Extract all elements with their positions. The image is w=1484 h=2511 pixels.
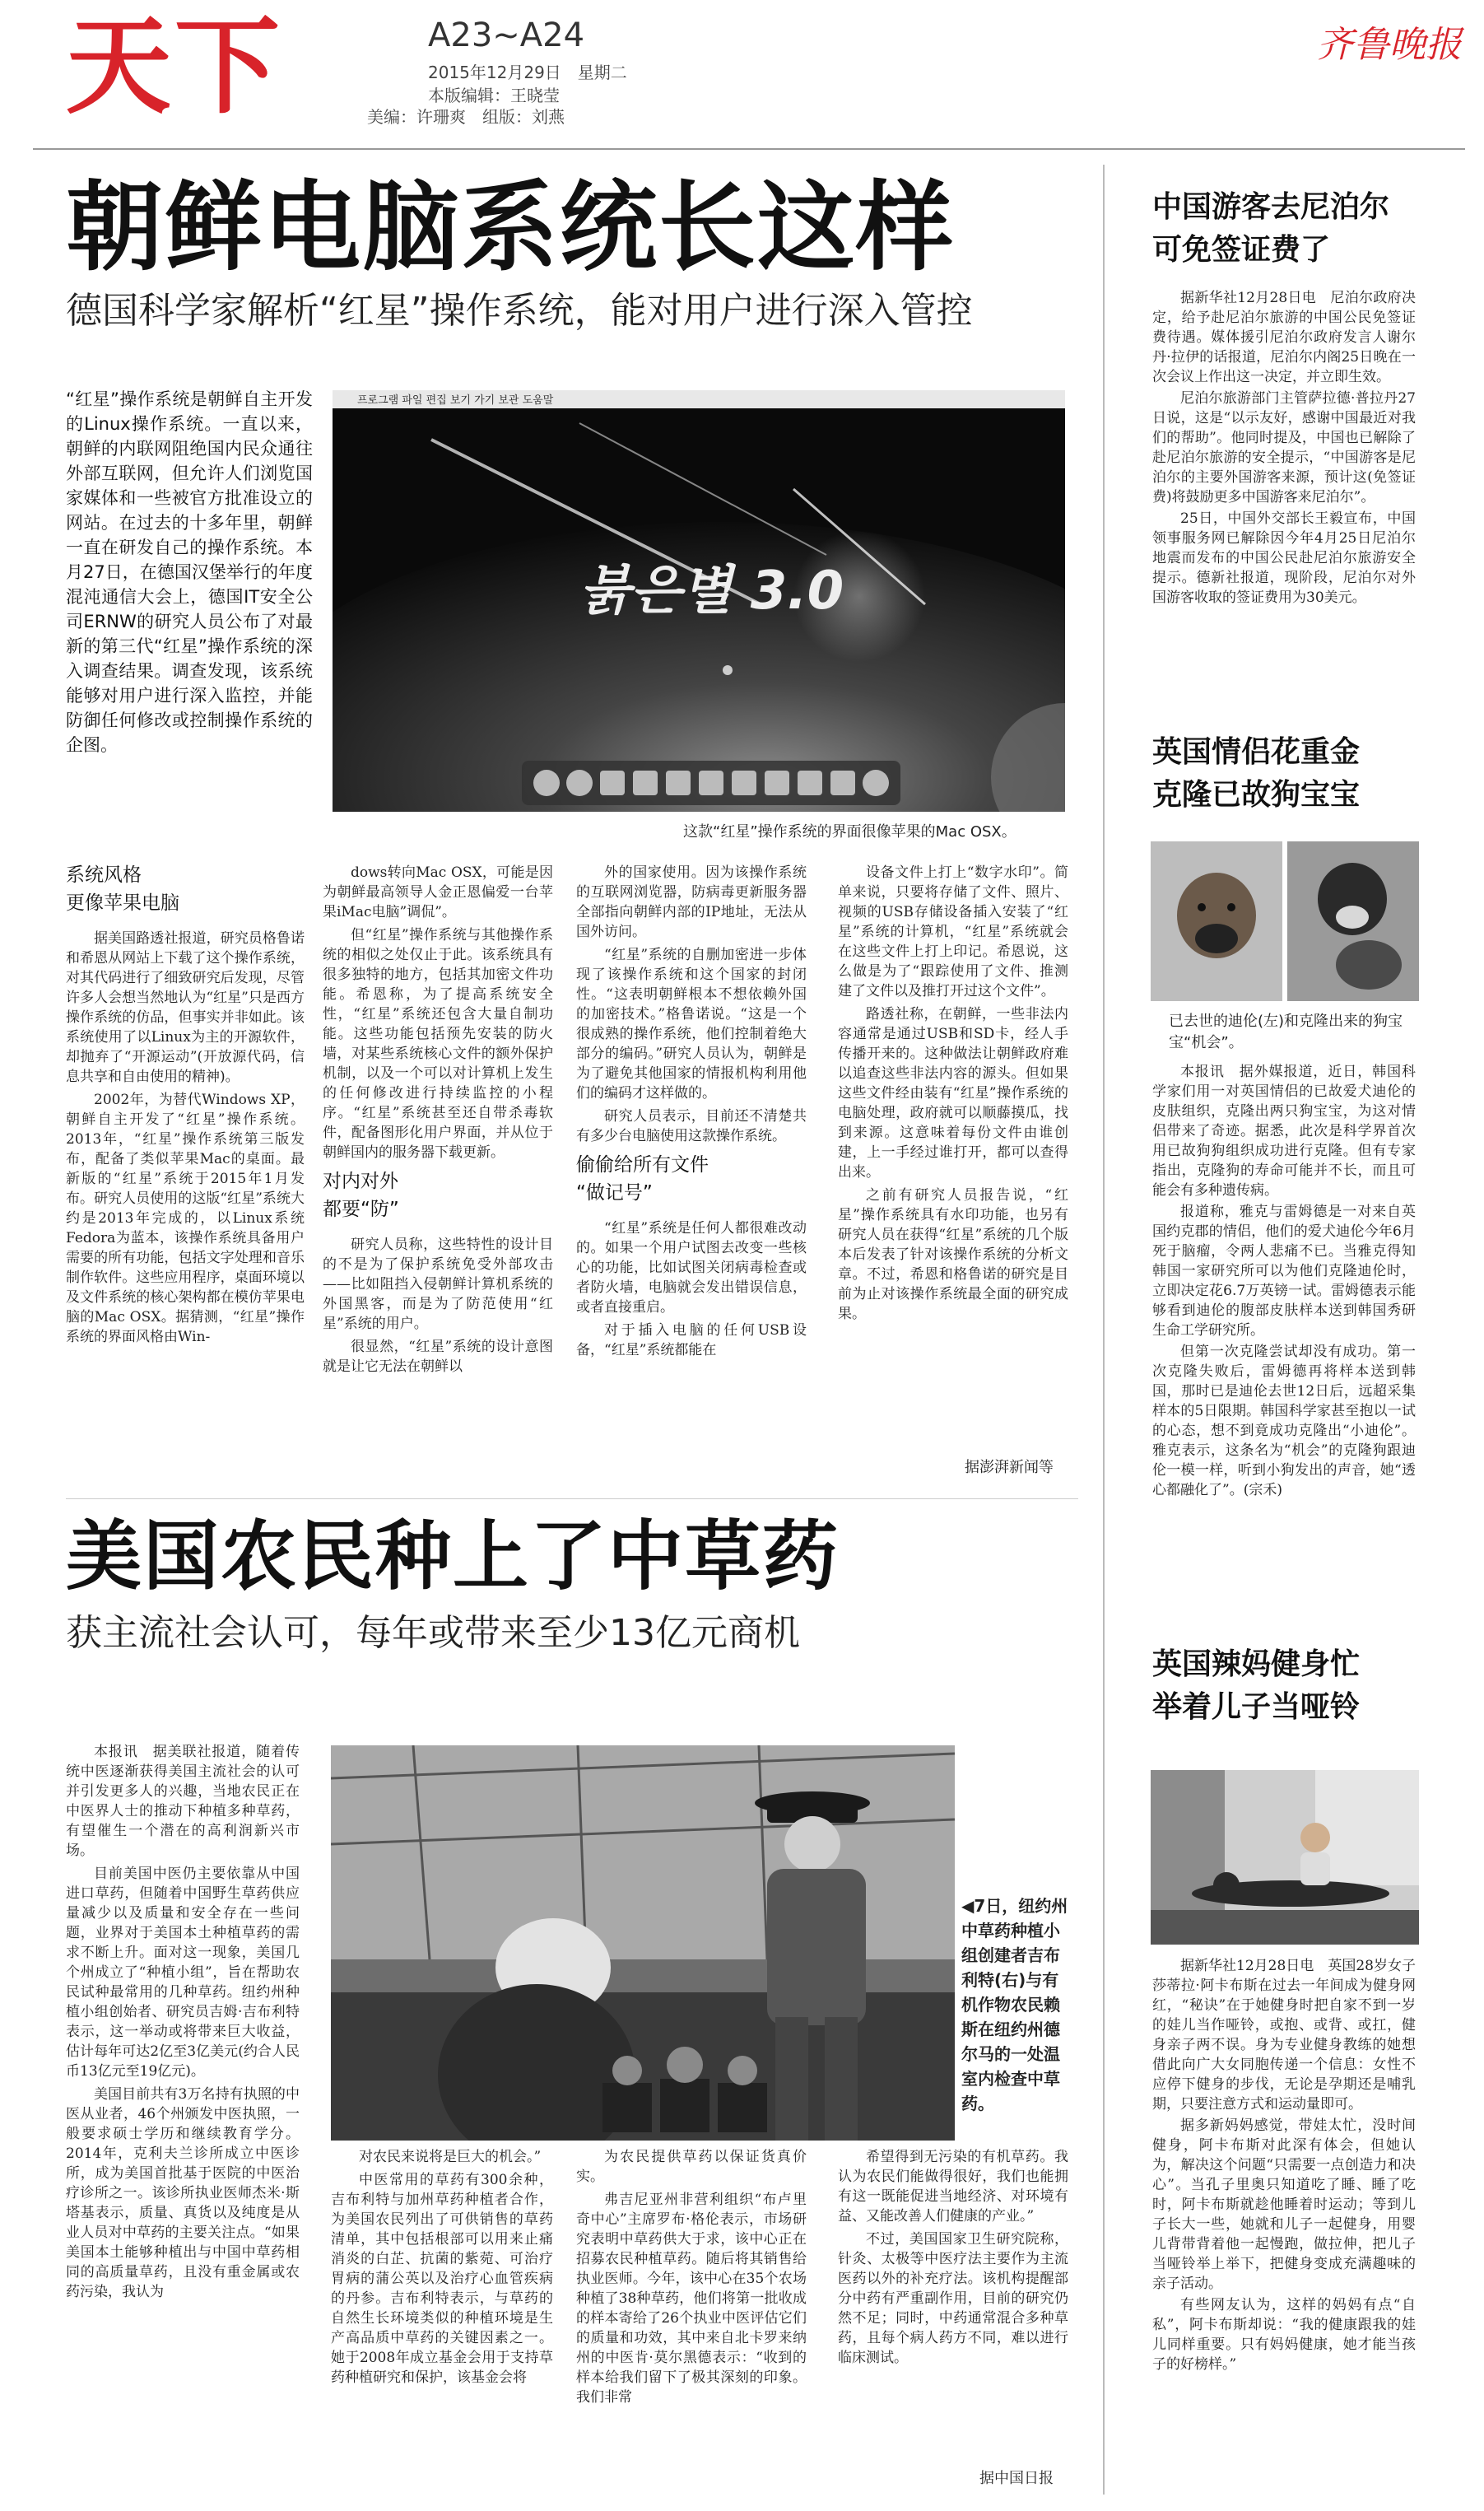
paragraph: 研究人员称，这些特性的设计目的不是为了保护系统免受外部攻击——比如阻挡入侵朝鲜计算机系统的外国黑客，而是为了防范使用“红星”系统的用户。 [323, 1237, 553, 1332]
article1-column-3 [576, 863, 807, 1482]
paragraph: 不过，美国国家卫生研究院称，针灸、太极等中医疗法主要作为主流医药以外的补充疗法。该机构提醒部分中药有严重副作用，目前的研究仍然不足；同时，中药通常混合多种草药，且每个病人药方不同，难以进行临床测试。 [838, 2231, 1068, 2366]
designer-credit: 美编：许珊爽 组版：刘燕 [367, 107, 565, 127]
sidebar-story1-title: 中国游客去尼泊尔 可免签证费了 [1152, 190, 1390, 267]
paragraph: 路透社称，在朝鲜，一些非法内容通常是通过USB和SD卡，经人手传播开来的。这种做法让朝鲜政府难以追查这些非法内容的源头。但如果这些文件经由装有“红星”操作系统的电脑处理，政府就可以顺藤摸瓜，找到来源。这意味着每份文件由谁创建，上一手经过谁打开，都可以查得出来。 [838, 1006, 1068, 1181]
paragraph: 本报讯 据外媒报道，近日，韩国科学家们用一对英国情侣的已故爱犬迪伦的皮肤组织，克隆出两只狗宝宝，为这对情侣带来了奇迹。据悉，此次是科学界首次用已故狗狗组织成功进行克隆。但有专家指出，克隆狗的寿命可能并不长，而且可能会有多种遗传病。 [1152, 1064, 1416, 1199]
paragraph: 目前美国中医仍主要依靠从中国进口草药，但随着中国野生草药供应量减少以及质量和安全存在一些问题，业界对于美国本土种植草药的需求不断上升。面对这一现象，美国几个州成立了“种植小组”，旨在帮助农民试种最常用的几种草药。纽约州种植小组创始者、研究员吉姆·吉布利特表示，这一举动或将带来巨大收益，估计每年可达2亿至3亿美元(约合人民币13亿元至19亿元)。 [66, 1866, 300, 2080]
cloned-dogs-caption: 已去世的迪伦(左)和克隆出来的狗宝宝“机会”。 [1169, 1013, 1403, 1051]
paragraph: 据新华社12月28日电 英国28岁女子莎蒂拉·阿卡布斯在过去一年间成为健身网红，“秘诀”在于她健身时把自家不到一岁的娃儿当作哑铃，或抱、或背、或扛，健身亲子两不误。身为专业健身教练的她想借此向广大女同胞传递一个信息：女性不应停下健身的步伐，无论是孕期还是哺乳期，只要注意方式和运动量即可。 [1152, 1958, 1416, 2113]
paragraph: 对农民来说将是巨大的机会。” [359, 2149, 542, 2165]
screen-os-logo: 붉은별 3.0 [579, 561, 844, 622]
sidebar-story2-body [1152, 1062, 1416, 1661]
article2-column-3 [576, 2147, 807, 2491]
section-heading: 系统风格 更像苹果电脑 [66, 864, 179, 914]
article2-column-4 [838, 2147, 1068, 2460]
fitness-mom-photo [1151, 1770, 1419, 1945]
paragraph: 但第一次克隆尝试却没有成功。第一次克隆失败后，雷姆德再将样本送到韩国，那时已是迪伦去世12日后，远超采集样本的5日限期。韩国科学家甚至抱以一试的心态，想不到竟成功克隆出“小迪伦”。雅克表示，这条名为“机会”的克隆狗跟迪伦一模一样，听到小狗发出的声音，她“透心都融化了”。(宗禾) [1152, 1344, 1416, 1498]
paragraph: 据美国路透社报道，研究员格鲁诺和希恩从网站上下载了这个操作系统，对其代码进行了细致研究后发现，尽管许多人会想当然地认为“红星”只是西方操作系统的仿品，但事实并非如此。该系统使用了以Linux为主的开源软件，却抛弃了“开源运动”(开放源代码，信息共享和自由使用的精神)。 [66, 930, 305, 1085]
paragraph: 本报讯 据美联社报道，随着传统中医逐渐获得美国主流社会的认可并引发更多人的兴趣，当地农民正在中医界人士的推动下种植多种草药，有望催生一个潜在的高利润新兴市场。 [66, 1744, 300, 1859]
paragraph: 希望得到无污染的有机草药。我认为农民们能做得很好，我们也能拥有这一既能促进当地经济、对环境有益、又能改善人们健康的产业。” [838, 2149, 1068, 2224]
article2-headline: 美国农民种上了中草药 [66, 1512, 840, 1600]
paragraph: 设备文件上打上“数字水印”。简单来说，只要将存储了文件、照片、视频的USB存储设备插入安装了“红星”系统的计算机，“红星”系统就会在这些文件上打上印记。希恩说，这么做是为了“跟踪使用了文件、推测建了文件以及推打开过这个文件”。 [838, 864, 1068, 999]
section-heading: 偷偷给所有文件 “做记号” [576, 1154, 709, 1204]
masthead-rule [33, 148, 1465, 150]
paragraph: 25日，中国外交部长王毅宣布，中国领事服务网已解除因今年4月25日尼泊尔地震而发布的中国公民赴尼泊尔旅游安全提示。德新社报道，现阶段，尼泊尔对外国游客收取的签证费用为30美元。 [1152, 510, 1416, 606]
greenhouse-herbs-image [331, 1745, 955, 2141]
article1-credit: 据澎湃新闻等 [965, 1459, 1054, 1476]
paragraph: 弗吉尼亚州非营利组织“布卢里奇中心”主席罗布·格伦表示，市场研究表明中草药供大于求，该中心正在招募农民种植草药。随后将其销售给执业医师。今年，该中心在35个农场种植了38种草药，他们将第一批收成的样本寄给了26个执业中医评估它们的质量和功效，其中来自北卡罗来纳州的中医肯·莫尔黑德表示：“收到的样本给我们留下了极其深刻的印象。我们非常 [576, 2192, 807, 2406]
paragraph: 研究人员表示，目前还不清楚共有多少台电脑使用这款操作系统。 [576, 1108, 807, 1144]
paragraph: 外的国家使用。因为该操作系统的互联网浏览器，防病毒更新服务器全部指向朝鲜内部的IP地址，无法从国外访问。 [576, 864, 807, 940]
paragraph: 很显然，“红星”系统的设计意图就是让它无法在朝鲜以 [323, 1339, 553, 1375]
paragraph: “红星”系统的自删加密进一步体现了该操作系统和这个国家的封闭性。“这表明朝鲜根本不想依赖外国的加密技术。”格鲁诺说。“这是一个很成熟的操作系统，他们控制着绝大部分的编码。”研究人员认为，朝鲜是为了避免其他国家的情报机构利用他们的编码才这样做的。 [576, 947, 807, 1102]
column-divider [1103, 165, 1105, 2495]
article1-column-4 [838, 863, 1068, 1449]
sidebar-story2-title: 英国情侣花重金 克隆已故狗宝宝 [1152, 735, 1361, 812]
paragraph: “红星”系统是任何人都很难改动的。如果一个用户试图去改变一些核心的功能，比如试图关闭病毒检查或者防火墙，电脑就会发出错误信息，或者直接重启。 [576, 1220, 807, 1316]
article1-photo-caption: 这款“红星”操作系统的界面很像苹果的Mac OSX。 [683, 823, 1016, 841]
issue-date: 2015年12月29日 星期二 [428, 63, 627, 82]
article1-photo [333, 390, 1065, 812]
dogs-image [1151, 841, 1419, 1001]
paragraph: 2002年，为替代Windows XP，朝鲜自主开发了“红星”操作系统。2013年，“红星”操作系统第三版发布，配备了类似苹果Mac的桌面。最新版的“红星”系统于2015年1月发布。研究人员使用的这版“红星”系统大约是2013年完成的，以Linux系统Fedora为蓝本，该操作系统具备用户需要的所有功能，包括文字处理和音乐制作软件。这些应用程序，桌面环境以及文件系统的核心架构都在模仿苹果电脑的Mac OSX。据猜测，“红星”操作系统的界面风格由Win- [66, 1092, 305, 1345]
fitness-image [1151, 1770, 1419, 1945]
editor-credit: 本版编辑：王晓莹 [428, 86, 560, 105]
cloned-dogs-photo [1151, 841, 1419, 1001]
screen-menu-text: 프로그램 파일 편집 보기 가기 보관 도움말 [357, 394, 554, 407]
article2-photo-caption: ◀7日，纽约州中草药种植小组创建者吉布利特(右)与有机作物农民赖斯在纽约州德尔马的一处温室内检查中草药。 [961, 1896, 1068, 2113]
paragraph: 之前有研究人员报告说，“红星”操作系统具有水印功能，也另有研究人员在获得“红星”系统的几个版本后发表了针对该操作系统的分析文章。不过，希恩和格鲁诺的研究是目前为止对该操作系统最全面的研究成果。 [838, 1187, 1068, 1322]
article2-subhead: 获主流社会认可，每年或带来至少13亿元商机 [66, 1612, 800, 1654]
article2-column-2 [331, 2147, 553, 2491]
paragraph: 尼泊尔旅游部门主管萨拉德·普拉丹27日说，这是“以示友好，感谢中国最近对我们的帮助”。他同时提及，中国也已解除了赴尼泊尔旅游的安全提示，“中国游客是尼泊尔的主要外国游客来源，预计这(免签证费)将鼓励更多中国游客来尼泊尔”。 [1152, 390, 1416, 505]
article1-column-1 [66, 856, 305, 1482]
article1-subhead: 德国科学家解析“红星”操作系统，能对用户进行深入管控 [66, 290, 973, 332]
paragraph: 但“红星”操作系统与其他操作系统的相似之处仅止于此。该系统具有很多独特的地方，包括其加密文件功能。希恩称，为了提高系统安全性，“红星”系统还包含大量自制功能。这些功能包括预先安装的防火墙，对某些系统核心文件的额外保护机制，以及一个可以对计算机上发生的任何修改进行持续监控的小程序。“红星”系统甚至还自带杀毒软件，配备图形化用户界面，并从位于朝鲜国内的服务器下载更新。 [323, 927, 553, 1161]
section-heading: 对内对外 都要“防” [323, 1171, 399, 1220]
paragraph: 有些网友认为，这样的妈妈有点“自私”，阿卡布斯却说：“我的健康跟我的娃儿同样重要。只有妈妈健康，她才能当孩子的好榜样。” [1152, 2297, 1416, 2373]
paragraph: 中医常用的草药有300余种，吉布利特与加州草药种植者合作，为美国农民列出了可供销售的草药清单，其中包括根部可以用来止痛消炎的白芷、抗菌的紫菀、可治疗胃病的蒲公英以及治疗心血管疾病的丹参。吉布利特表示，与草药的自然生长环境类似的种植环境是生产高品质中草药的关键因素之一。她于2008年成立基金会用于支持草药种植研究和保护，该基金会将 [331, 2172, 553, 2386]
article2-column-1 [66, 1742, 300, 2491]
article2-credit: 据中国日报 [979, 2470, 1054, 2487]
paragraph: 据新华社12月28日电 尼泊尔政府决定，给予赴尼泊尔旅游的中国公民免签证费待遇。媒体援引尼泊尔政府发言人谢尔丹·拉伊的话报道，尼泊尔内阁25日晚在一次会议上作出这一决定，并立即生效。 [1152, 290, 1416, 385]
paragraph: 据多新妈妈感觉，带娃太忙，没时间健身，阿卡布斯对此深有体会，但她认为，解决这个问题“只需要一点创造力和决心”。当孔子里奥只知道吃了睡、睡了吃时，阿卡布斯就趁他睡着时运动；等到儿子长大一些，她就和儿子一起健身，用婴儿背带背着他一起慢跑，做拉伸，把儿子当哑铃举上举下，把健身变成充满趣味的亲子活动。 [1152, 2117, 1416, 2292]
article1-column-2 [323, 863, 553, 1482]
sidebar-story3-body [1152, 1956, 1416, 2491]
page-range: A23~A24 [428, 16, 585, 54]
paragraph: 美国目前共有3万名持有执照的中医从业者，46个州颁发中医执照，一般要求硕士学历和继续教育学分。2014年，克利夫兰诊所成立中医诊所，成为美国首批基于医院的中医治疗诊所之一。该诊所执业医师杰米·斯塔基表示，质量、真货以及纯度是从业人员对中草药的主要关注点。“如果美国本土能够种植出与中国中草药相同的高质量草药，且没有重金属或农药污染，我认为 [66, 2086, 300, 2300]
paragraph: 对于插入电脑的任何USB设备，“红星”系统都能在 [576, 1322, 807, 1358]
sidebar-story1-body [1152, 288, 1416, 700]
section-logo: 天下 [66, 6, 284, 128]
article2-photo [331, 1745, 955, 2141]
paragraph: dows转向Mac OSX，可能是因为朝鲜最高领导人金正恩偏爱一台苹果iMac电脑”调侃”。 [323, 864, 553, 920]
article-separator [66, 1498, 1078, 1499]
sidebar-story3-title: 英国辣妈健身忙 举着儿子当哑铃 [1152, 1647, 1361, 1724]
paragraph: 为农民提供草药以保证货真价实。 [576, 2149, 807, 2185]
article1-headline: 朝鲜电脑系统长这样 [66, 170, 956, 284]
brand-logo: 齐鲁晚报 [1317, 24, 1462, 66]
article1-lede: “红星”操作系统是朝鲜自主开发的Linux操作系统。一直以来，朝鲜的内联网阻绝国内民众通往外部互联网，但允许人们浏览国家媒体和一些被官方批准设立的网站。在过去的十多年里，朝鲜一直在研发自己的操作系统。本月27日，在德国汉堡举行的年度混沌通信大会上，德国IT安全公司ERNW的研究人员公布了对最新的第三代“红星”操作系统的深入调查结果。调查发现，该系统能够对用户进行深入监控，并能防御任何修改或控制操作系统的企图。 [66, 389, 313, 755]
red-star-screen-image [333, 390, 1065, 812]
paragraph: 报道称，雅克与雷姆德是一对来自英国约克郡的情侣，他们的爱犬迪伦今年6月死于脑瘤，令两人悲痛不已。当雅克得知韩国一家研究所可以为他们克隆迪伦时，立即决定花6.7万英镑一试。雷姆德表示能够看到迪伦的腹部皮肤样本送到韩国秀研生命工学研究所。 [1152, 1204, 1416, 1339]
